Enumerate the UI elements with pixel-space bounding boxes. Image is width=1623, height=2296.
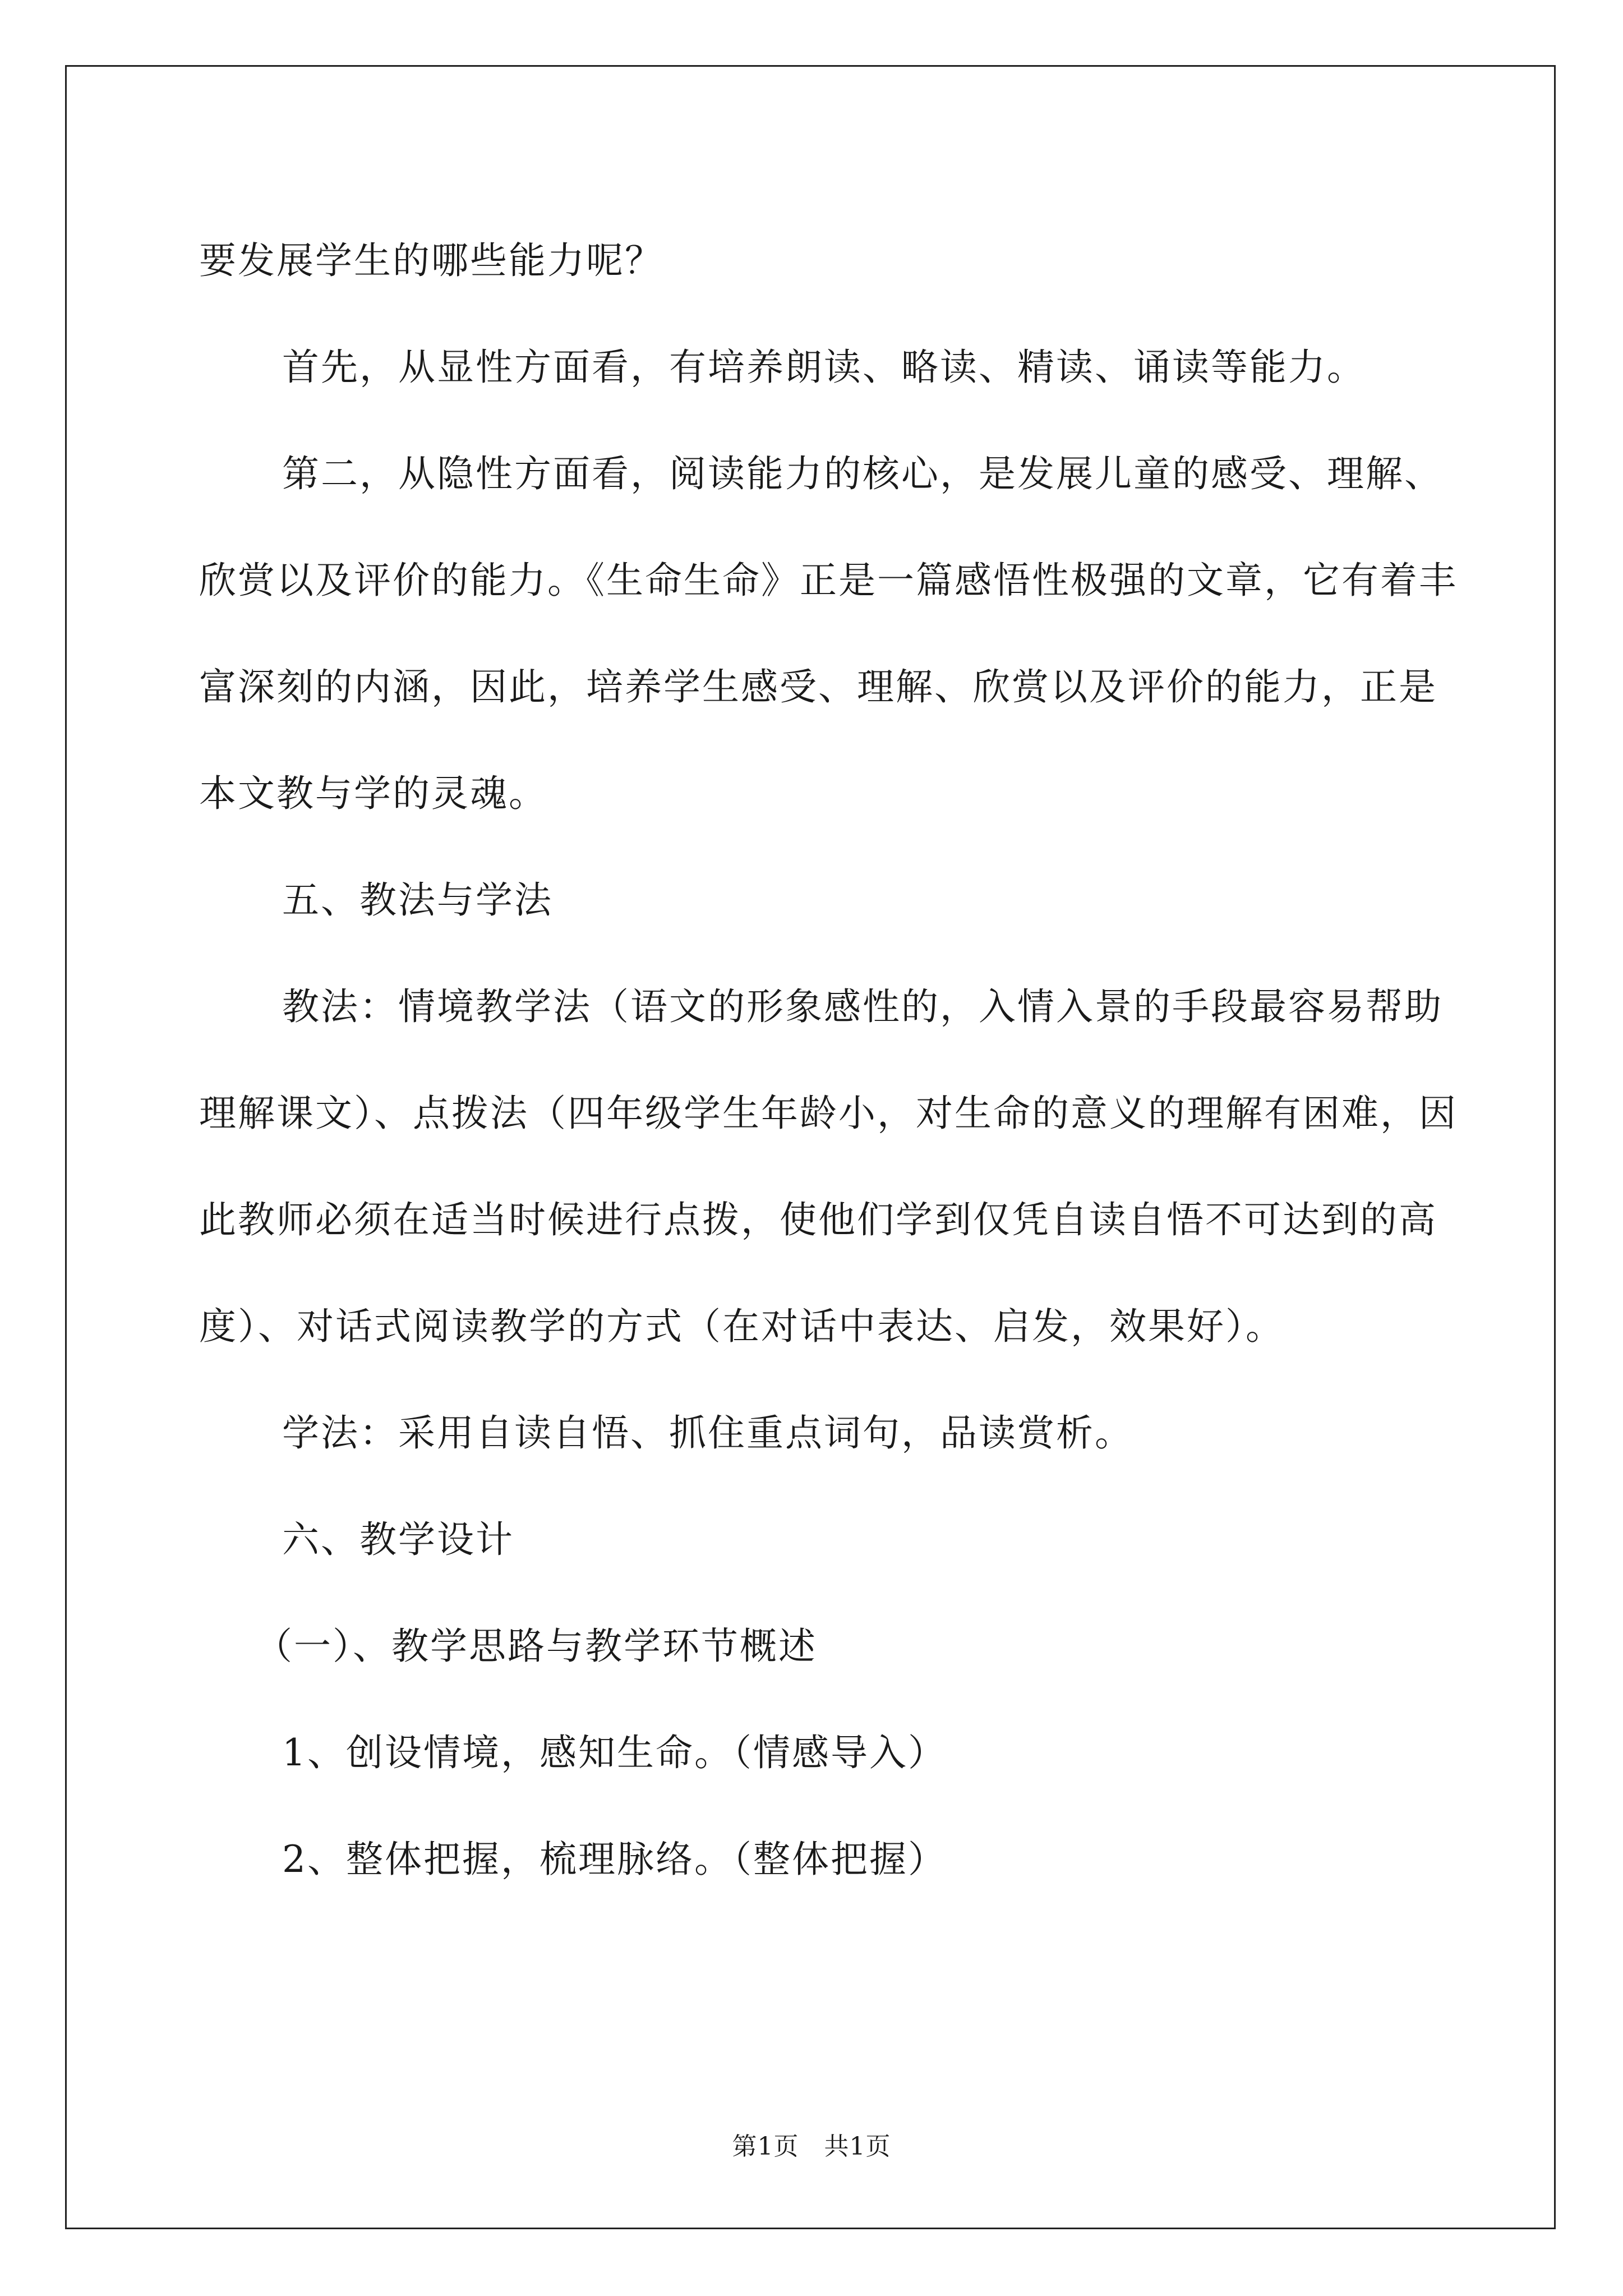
paragraph-learning-method: 学法：采用自读自悟、抓住重点词句，品读赏析。: [282, 1411, 1133, 1455]
paragraph-second-point: 第二，从隐性方面看，阅读能力的核心，是发展儿童的感受、理解、欣赏以及评价的能力。《生命生命》正是一篇感悟性极强的文章，它有着丰富深刻的内涵，因此，培养学生感受、理解、欣赏以及评价的能力，正是本文教与学的灵魂。: [199, 452, 1458, 815]
section-heading-methods: 五、教法与学法: [282, 878, 553, 922]
list-item-step-2: 2、整体把握，梳理脉络。（整体把握）: [282, 1838, 947, 1881]
section-heading-design: 六、教学设计: [282, 1518, 514, 1561]
subsection-heading-overview: （一）、教学思路与教学环节概述: [255, 1625, 817, 1668]
document-body: [199, 208, 1461, 1913]
paragraph-first-point: 首先，从显性方面看，有培养朗读、略读、精读、诵读等能力。: [282, 346, 1366, 389]
paragraph-teaching-method: 教法：情境教学法（语文的形象感性的，入情入景的手段最容易帮助理解课文）、点拨法（四年级学生年龄小，对生命的意义的理解有困难，因此教师必须在适当时候进行点拨，使他们学到仅凭自读自悟不可达到的高度）、对话式阅读教学的方式（在对话中表达、启发，效果好）。: [199, 985, 1458, 1348]
paragraph-question: 要发展学生的哪些能力呢？: [199, 239, 663, 282]
page-number-footer: 第1页 共1页: [732, 2132, 891, 2161]
list-item-step-1: 1、创设情境，感知生命。（情感导入）: [282, 1731, 947, 1774]
